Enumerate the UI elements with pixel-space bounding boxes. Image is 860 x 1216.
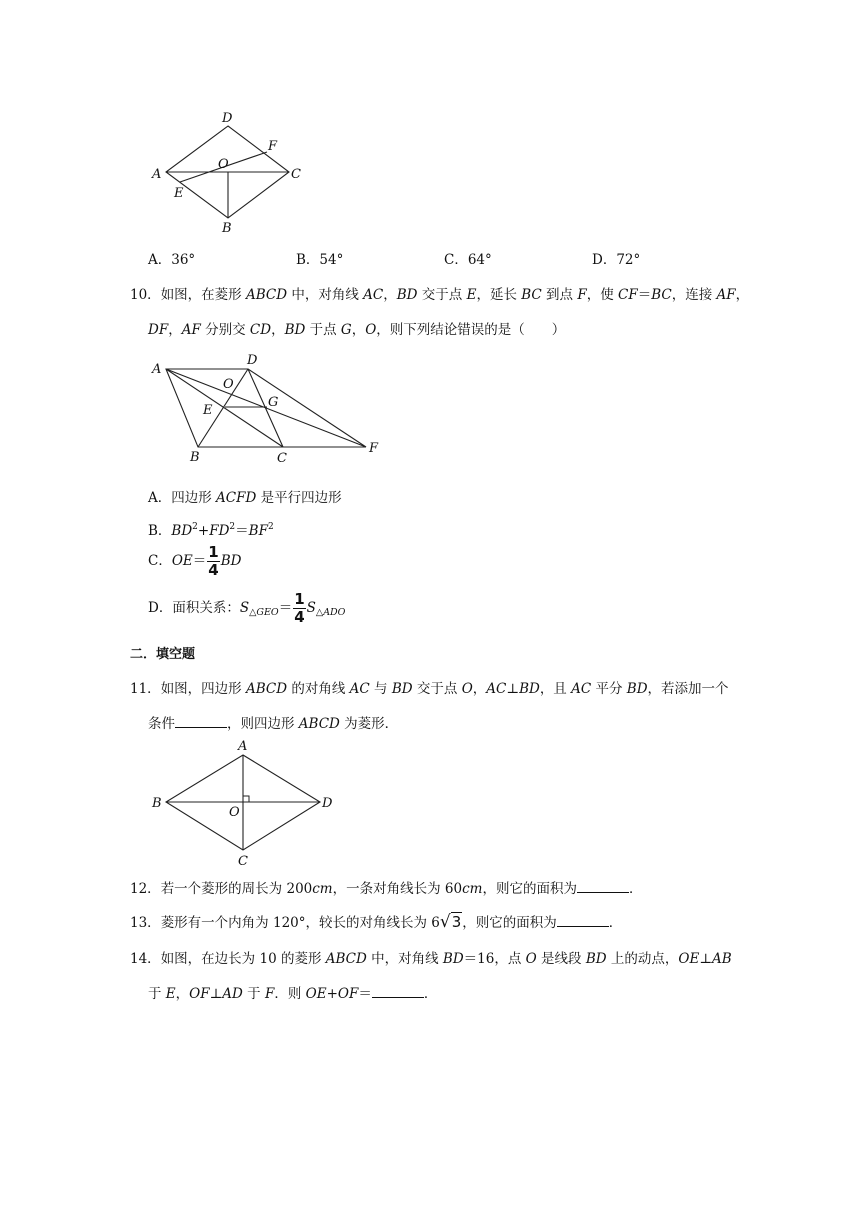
q9-option-a: A．36° — [148, 252, 196, 268]
q9-label-d: D — [222, 111, 233, 126]
q11-label-o: O — [229, 805, 240, 820]
q10-option-a: A．四边形 ACFD 是平行四边形 — [148, 490, 342, 506]
q10-label-g: G — [268, 395, 279, 410]
q9-option-b: B．54° — [296, 252, 344, 268]
q9-figure — [148, 105, 308, 240]
section-heading-fill-in: 二．填空题 — [130, 647, 196, 662]
q11-label-d: D — [322, 796, 333, 811]
q12-line: 12．若一个菱形的周长为 200cm，一条对角线长为 60cm，则它的面积为 ． — [130, 881, 643, 897]
q11-line2: 条件 ，则四边形 ABCD 为菱形． — [148, 716, 399, 732]
q13-sqrt: √3 — [439, 912, 462, 932]
q9-label-b: B — [222, 221, 232, 236]
q13-answer-blank[interactable] — [557, 914, 609, 927]
q10-option-d: D．面积关系：$S_{\triangle GEO}=$ $\frac{1}{4}$ $S_{\triangle ADO}$ — [148, 590, 346, 626]
q9-option-c: C．64° — [444, 252, 492, 268]
q9-label-a: A — [152, 167, 162, 182]
q10-line1: 10．如图，在菱形 ABCD 中，对角线 AC，BD 交于点 E，延长 BC 到点 F，使 CF＝BC，连接 AF， — [130, 287, 750, 303]
q11-label-c: C — [238, 854, 248, 869]
q10-option-c-fraction: $\frac{1}{4}$ — [208, 543, 219, 579]
q10-label-b: B — [190, 450, 200, 465]
q10-figure — [148, 350, 388, 465]
q11-label-b: B — [152, 796, 162, 811]
q10-label-c: C — [277, 451, 287, 465]
q10-label-e: E — [203, 403, 213, 418]
q13-line: 13．菱形有一个内角为 120°，较长的对角线长为 6√3，则它的面积为 ． — [130, 912, 623, 932]
q10-label-d: D — [247, 353, 258, 368]
q11-figure — [148, 735, 338, 870]
q11-right-angle-mark — [243, 796, 249, 802]
q10-label-o: O — [223, 377, 234, 392]
q14-line1: 14．如图，在边长为 10 的菱形 ABCD 中，对角线 BD＝16，点 O 是线段 BD 上的动点，OE⊥AB — [130, 951, 732, 967]
q10-line2: DF，AF 分别交 CD，BD 于点 G，O，则下列结论错误的是（ ） — [148, 322, 566, 338]
q9-label-f: F — [268, 139, 278, 154]
q10-option-b: B．$BD^2+FD^2=BF^2$ — [148, 522, 274, 539]
q10-option-d-fraction: $\frac{1}{4}$ — [294, 590, 305, 626]
q11-line1: 11．如图，四边形 ABCD 的对角线 AC 与 BD 交于点 O，AC⊥BD，且 AC 平分 BD，若添加一个 — [130, 681, 729, 697]
q9-label-c: C — [291, 167, 301, 182]
q9-label-o: O — [218, 157, 229, 172]
q9-option-d: D．72° — [592, 252, 641, 268]
q10-label-a: A — [152, 362, 162, 377]
q9-label-e: E — [174, 186, 184, 201]
q10-option-c: C．OE＝ $\frac{1}{4}$ BD — [148, 543, 242, 579]
q11-label-a: A — [238, 739, 248, 754]
q10-label-f: F — [369, 441, 379, 456]
q12-answer-blank[interactable] — [577, 880, 629, 893]
q14-answer-blank[interactable] — [372, 985, 424, 998]
q11-answer-blank[interactable] — [175, 715, 227, 728]
q14-line2: 于 E，OF⊥AD 于 F．则 OE+OF＝ ． — [148, 986, 438, 1002]
